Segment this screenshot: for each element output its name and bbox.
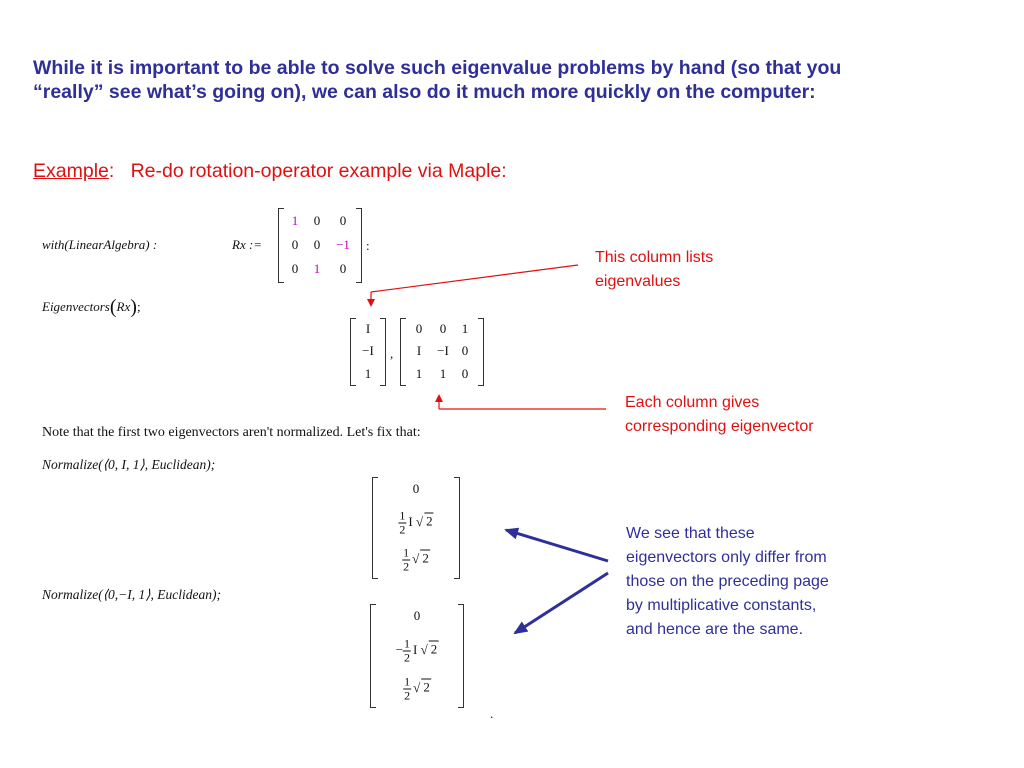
nv1-top: 0 [412,481,420,496]
ev-cell-2-2: 0 [461,366,469,381]
rx-cell-0-0: 1 [291,213,299,228]
annotation-same-vectors: We see that these eigenvectors only differ from those on the preceding page by multiplicative constants, and hence are the same. [626,525,829,638]
eigenvector-arrow [439,398,606,409]
rx-cell-0-2: 0 [339,213,347,228]
final-dot: . [490,706,494,721]
ev-cell-0-0: 0 [415,321,423,336]
same-vector-arrow-2 [515,573,608,633]
rx-cell-1-1: 0 [313,237,321,252]
nv1-bottom: $\frac{1}{2}$ √ 2 [403,545,429,574]
rx-cell-1-0: 0 [291,237,299,252]
eigenvalue-2: −I [362,343,374,358]
eig-func-arg: Rx [116,299,131,314]
nv2-middle: − $\frac{1}{2}$ I √ 2 [395,636,438,665]
maple-normalize-command-1: Normalize(⟨0, I, 1⟩, Euclidean); [42,457,216,472]
annotation-eigenvectors: Each column gives corresponding eigenvector [625,394,814,435]
intro-line-1: While it is important to be able to solve such eigenvalue problems by hand (so that you [33,57,842,79]
ev-cell-1-1: −I [437,343,449,358]
ev-cell-1-2: 0 [461,343,469,358]
nv2-bottom: $\frac{1}{2}$ √ 2 [404,674,430,703]
rx-cell-2-2: 0 [339,261,347,276]
eigen-comma: , [390,346,394,361]
rx-cell-0-1: 0 [313,213,321,228]
annotation-eigenvalues: This column lists eigenvalues [595,249,714,290]
ev-cell-1-0: I [416,343,422,358]
eigenvalue-1: I [365,321,371,336]
eigenvalue-3: 1 [364,366,372,381]
ev-cell-2-0: 1 [415,366,423,381]
example-label: Example [33,160,109,182]
normalization-note: Note that the first two eigenvectors aren't normalized. Let's fix that: [42,425,421,440]
ev-cell-0-2: 1 [461,321,469,336]
nv1-middle: $\frac{1}{2}$ I √ 2 [399,508,433,537]
eig-func-end: ; [136,299,141,314]
example-text: Re-do rotation-operator example via Maple: [130,160,507,182]
intro-line-2: “really” see what’s going on), we can also do it much more quickly on the computer: [33,81,816,103]
rx-cell-2-1: 1 [313,261,321,276]
eigenvalue-arrow [371,265,578,303]
maple-rx-definition: Rx := [232,237,263,252]
maple-with-command: with(LinearAlgebra) : [42,237,158,252]
maple-eigenvectors-command: Eigenvectors(Rx); [42,296,141,318]
rx-cell-2-0: 0 [291,261,299,276]
rx-cell-1-2: −1 [336,237,350,252]
eig-func-name: Eigenvectors [42,299,110,314]
example-colon: : [108,160,115,182]
ev-cell-2-1: 1 [439,366,447,381]
rx-trailing-colon: : [366,238,370,253]
maple-normalize-command-2: Normalize(⟨0,−I, 1⟩, Euclidean); [42,587,221,602]
nv2-top: 0 [413,608,421,623]
ev-cell-0-1: 0 [439,321,447,336]
same-vector-arrow-1 [506,530,608,561]
